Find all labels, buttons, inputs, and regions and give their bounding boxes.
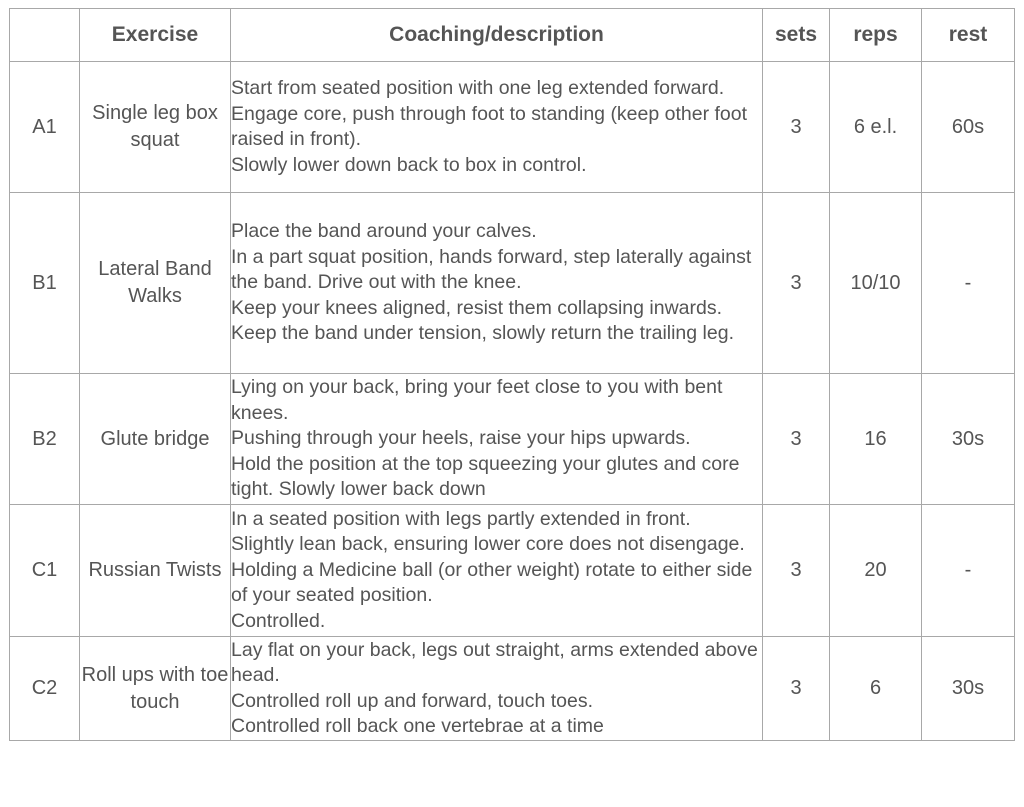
table-row xyxy=(10,62,1015,193)
table-row xyxy=(10,193,1015,374)
table-row xyxy=(10,374,1015,505)
rest-value: - xyxy=(922,193,1015,374)
exercise-name: Single leg box squat xyxy=(80,62,231,193)
description-line: In a part squat position, hands forward, step laterally against the band. Drive out with the knee. xyxy=(231,245,752,294)
sets-value: 3 xyxy=(763,374,830,505)
sets-value: 3 xyxy=(763,193,830,374)
description-line: Controlled roll back one vertebrae at a time xyxy=(231,715,604,737)
description-line: Lay flat on your back, legs out straight, arms extended above head. xyxy=(231,638,758,686)
rest-value: 30s xyxy=(922,374,1015,505)
table-row xyxy=(10,505,1015,637)
exercise-id: C1 xyxy=(10,505,80,637)
exercise-description xyxy=(231,374,763,505)
rest-value: 60s xyxy=(922,62,1015,193)
description-line: Slightly lean back, ensuring lower core does not disengage. Holding a Medicine ball (or other weight) rotate to either side of your seated position. xyxy=(231,533,753,607)
workout-table xyxy=(9,8,1015,741)
description-line: Pushing through your heels, raise your hips upwards. xyxy=(231,427,691,450)
exercise-description xyxy=(231,193,763,374)
exercise-name: Roll ups with toe touch xyxy=(80,637,231,741)
header-id xyxy=(10,9,80,62)
table-row xyxy=(10,637,1015,741)
exercise-name: Glute bridge xyxy=(80,374,231,505)
rest-value: - xyxy=(922,505,1015,637)
description-line: Keep your knees aligned, resist them collapsing inwards. xyxy=(231,296,723,319)
reps-value: 6 xyxy=(830,637,922,741)
reps-value: 6 e.l. xyxy=(830,62,922,193)
exercise-description xyxy=(231,637,763,741)
description-line: Lying on your back, bring your feet close to you with bent knees. xyxy=(231,376,723,424)
header-reps: reps xyxy=(830,9,922,62)
reps-value: 16 xyxy=(830,374,922,505)
sets-value: 3 xyxy=(763,62,830,193)
exercise-id: B2 xyxy=(10,374,80,505)
exercise-description xyxy=(231,62,763,193)
reps-value: 20 xyxy=(830,505,922,637)
description-line: Start from seated position with one leg extended forward. xyxy=(231,77,725,99)
sets-value: 3 xyxy=(763,505,830,637)
description-line: In a seated position with legs partly extended in front. xyxy=(231,507,691,530)
description-line: Slowly lower down back to box in control. xyxy=(231,153,587,176)
description-line: Controlled. xyxy=(231,609,326,632)
description-line: Place the band around your calves. xyxy=(231,220,537,243)
description-line: Controlled roll up and forward, touch toes. xyxy=(231,689,594,712)
header-description: Coaching/description xyxy=(231,9,763,62)
exercise-name: Lateral Band Walks xyxy=(80,193,231,374)
header-exercise: Exercise xyxy=(80,9,231,62)
sets-value: 3 xyxy=(763,637,830,741)
exercise-id: B1 xyxy=(10,193,80,374)
header-sets: sets xyxy=(763,9,830,62)
exercise-name: Russian Twists xyxy=(80,505,231,637)
header-row xyxy=(10,9,1015,62)
rest-value: 30s xyxy=(922,637,1015,741)
exercise-id: A1 xyxy=(10,62,80,193)
description-line: Hold the position at the top squeezing your glutes and core tight. Slowly lower back down xyxy=(231,452,740,501)
description-line: Keep the band under tension, slowly return the trailing leg. xyxy=(231,322,734,345)
header-rest: rest xyxy=(922,9,1015,62)
exercise-description xyxy=(231,505,763,637)
exercise-id: C2 xyxy=(10,637,80,741)
description-line: Engage core, push through foot to standing (keep other foot raised in front). xyxy=(231,102,748,150)
reps-value: 10/10 xyxy=(830,193,922,374)
